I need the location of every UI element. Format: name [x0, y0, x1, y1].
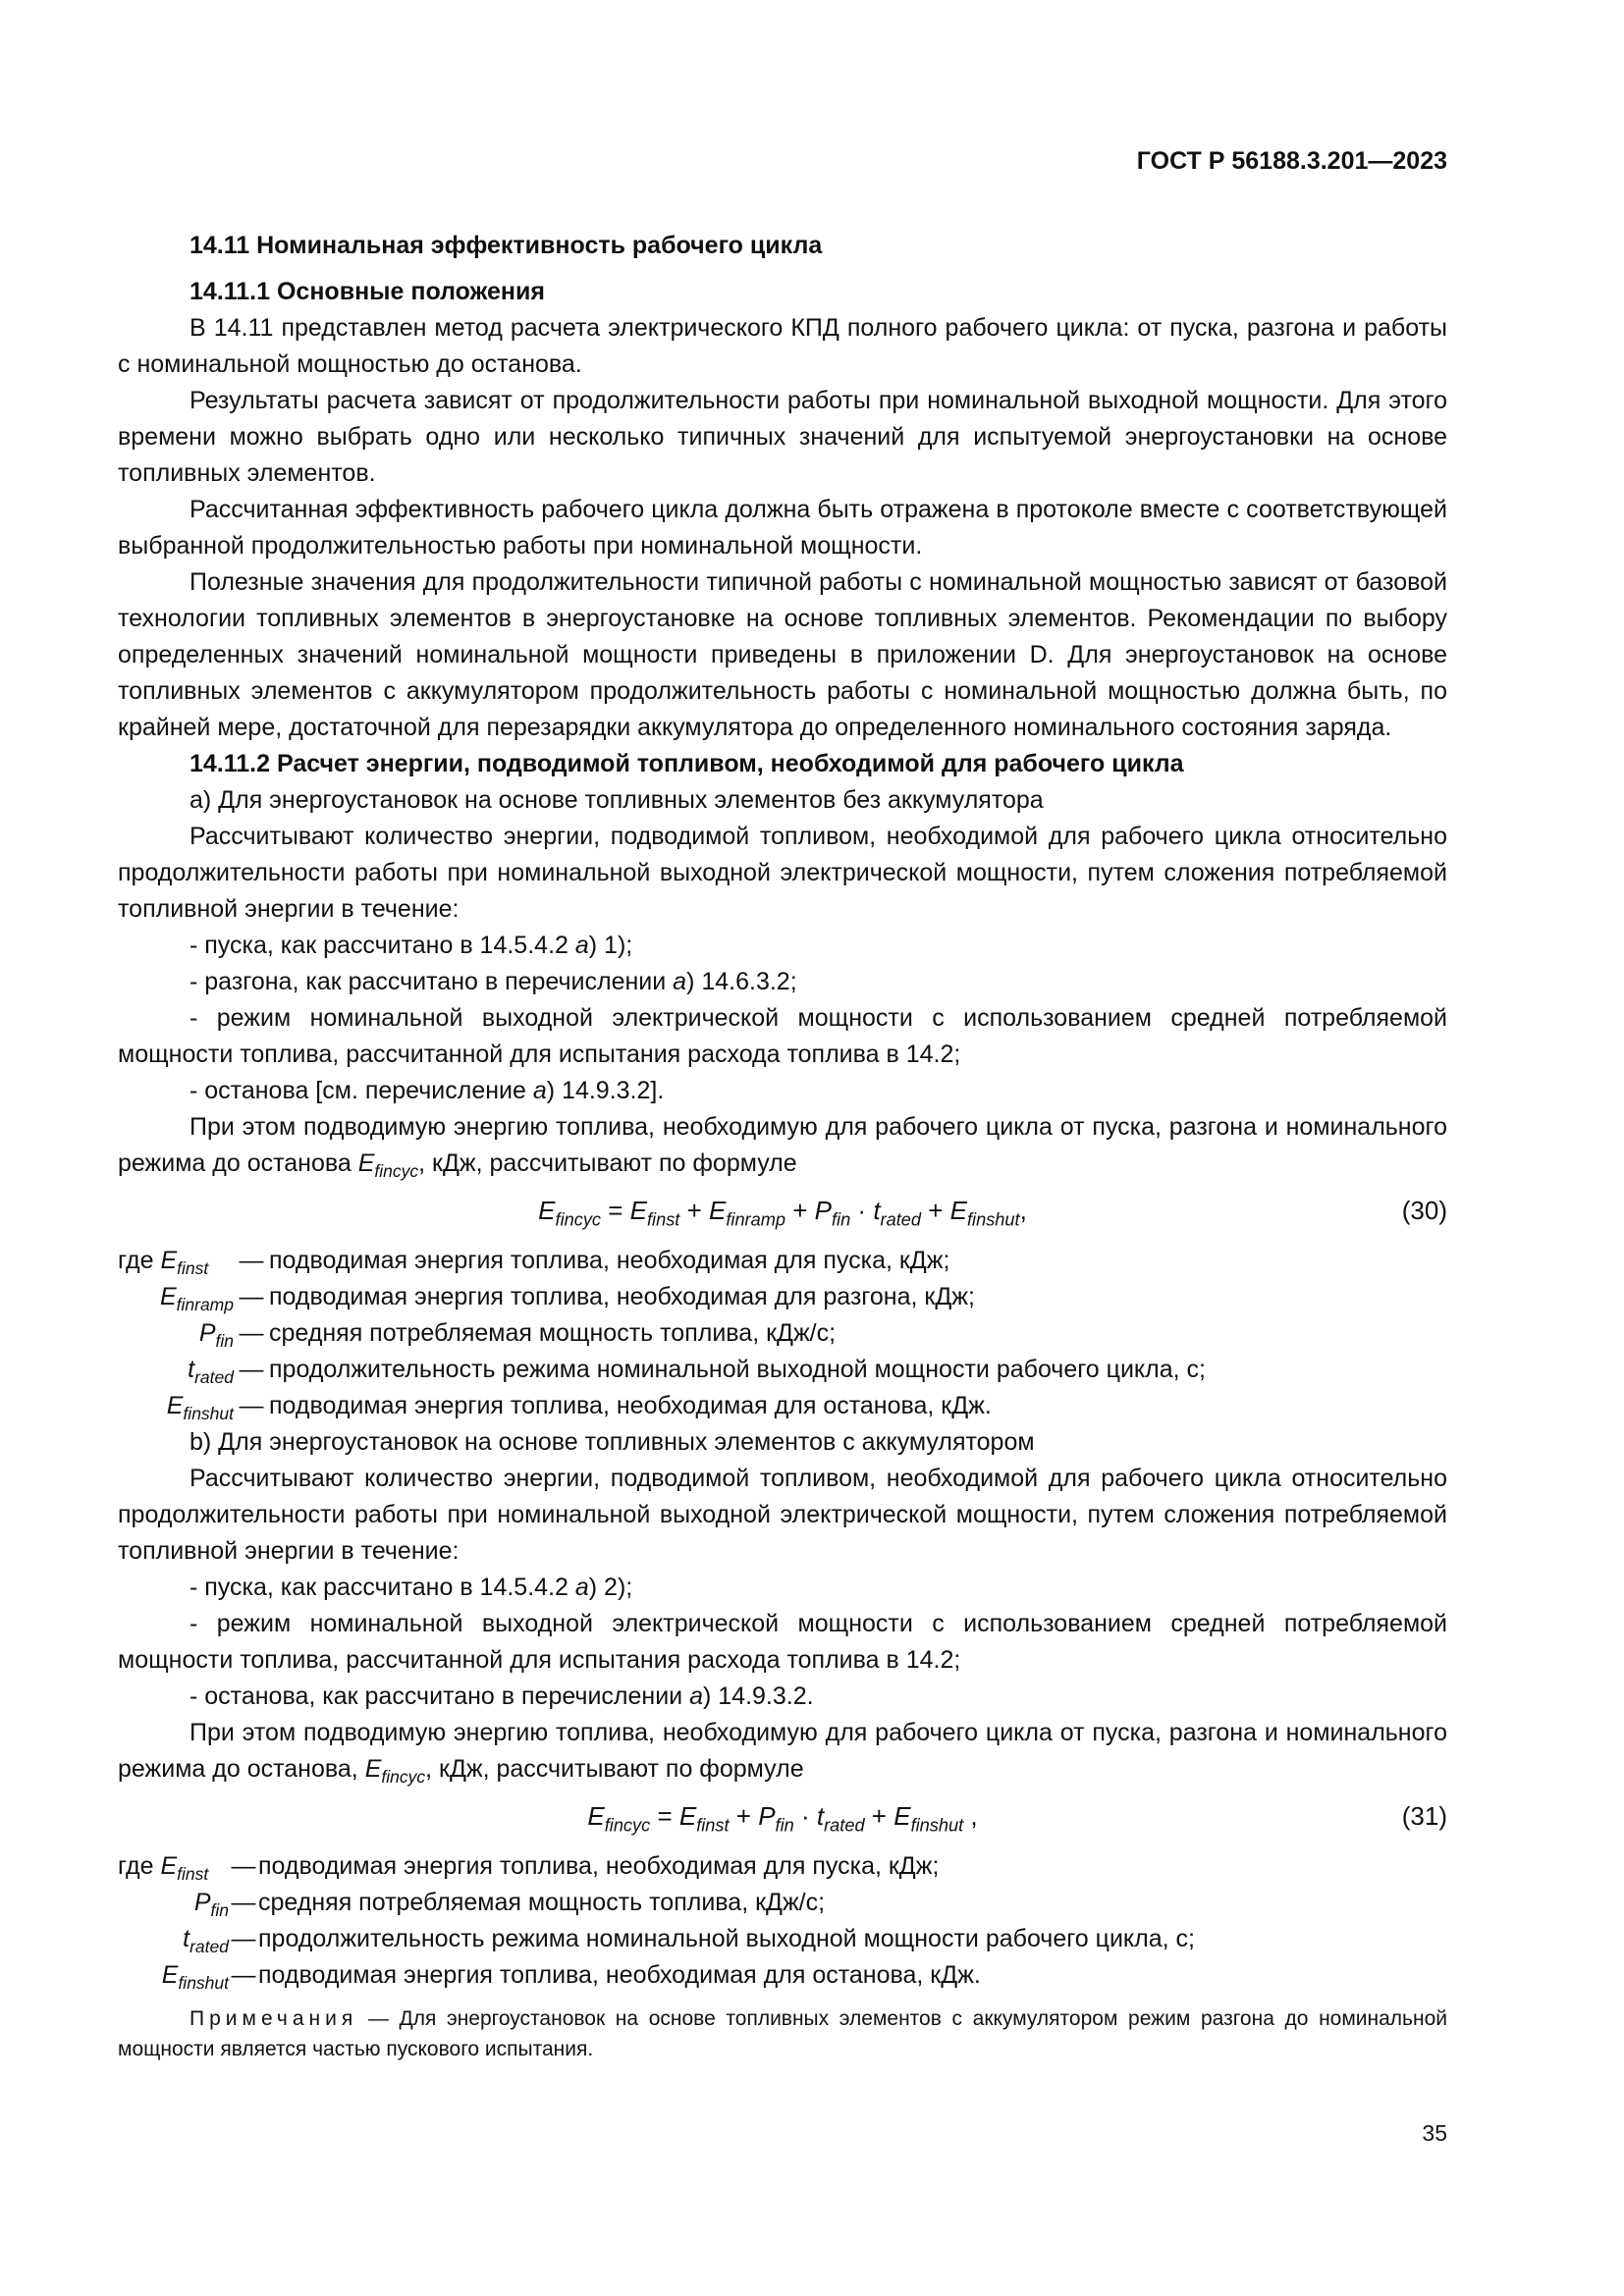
formula-expression: $E_{fincyc} = E_{finst} + E_{finramp} + P_{fin} \cdot t_{rated} + E_{finshut}$, [538, 1196, 1027, 1230]
paragraph: Результаты расчета зависят от продолжительности работы при номинальной выходной мощности. Для этого времени можно выбрать одно или несколько типичных значений для испытуемой энергоустановки на основе топливных элементов. [118, 387, 1447, 487]
formula-lead: При этом подводимую энергию топлива, необходимую для рабочего цикла от пуска, разгона и номинального режима до останова $E_{fincyc}$, кДж, рассчитывают по формуле [118, 1113, 1447, 1182]
where-row: $t_{rated}$ — продолжительность режима номинальной выходной мощности рабочего цикла, с; [183, 1925, 1195, 1957]
where-block-31 [118, 1848, 1447, 1994]
page-content [118, 224, 1447, 2064]
paragraph: Рассчитанная эффективность рабочего цикла должна быть отражена в протоколе вместе с соответствующей выбранной продолжительностью работы при номинальной мощности. [118, 496, 1447, 560]
subsection-title-1: 14.11.1 Основные положения [189, 278, 545, 305]
list-item: - останова, как рассчитано в перечислении а) 14.9.3.2. [189, 1682, 814, 1710]
section-title: 14.11 Номинальная эффективность рабочего цикла [189, 232, 823, 259]
note-label: Примечания [189, 2007, 358, 2030]
list-item: - останова [см. перечисление а) 14.9.3.2]. [189, 1077, 665, 1104]
where-row: $P_{fin}$ — средняя потребляемая мощность топлива, кДж/с; [193, 1889, 826, 1921]
where-row: $E_{finshut}$ — подводимая энергия топлива, необходимая для останова, кДж. [161, 1961, 981, 1994]
standard-designation: ГОСТ Р 56188.3.201—2023 [1136, 147, 1447, 175]
formula-expression: $E_{fincyc} = E_{finst} + P_{fin} \cdot t_{rated} + E_{finshut}$ , [587, 1801, 978, 1836]
formula-31 [118, 1793, 1447, 1841]
where-row: где $E_{finst}$ — подводимая энергия топлива, необходимая для пуска, кДж; [118, 1247, 950, 1279]
paragraph: Рассчитывают количество энергии, подводимой топливом, необходимой для рабочего цикла относительно продолжительности работы при номинальной выходной электрической мощности, путем сложения потребляемой топливной энергии в течение: [118, 1465, 1447, 1565]
formula-30 [118, 1188, 1447, 1235]
where-row: $P_{fin}$ — средняя потребляемая мощность топлива, кДж/с; [198, 1319, 837, 1352]
list-item: - пуска, как рассчитано в 14.5.4.2 а) 2); [189, 1574, 633, 1601]
list-item: - разгона, как рассчитано в перечислении а) 14.6.3.2; [189, 968, 797, 995]
list-label-b: b) Для энергоустановок на основе топливных элементов с аккумулятором [189, 1428, 1035, 1456]
note: Примечания — Для энергоустановок на основе топливных элементов с аккумулятором режим разгона до номинальной мощности является частью пускового испытания. [118, 2007, 1447, 2060]
formula-lead: При этом подводимую энергию топлива, необходимую для рабочего цикла от пуска, разгона и номинального режима до останова, $E_{fincyc}$, кДж, рассчитывают по формуле [118, 1719, 1447, 1788]
where-row: где $E_{finst}$ — подводимая энергия топлива, необходимая для пуска, кДж; [118, 1852, 940, 1885]
list-label-a: a) Для энергоустановок на основе топливных элементов без аккумулятора [189, 786, 1044, 814]
where-row: $t_{rated}$ — продолжительность режима номинальной выходной мощности рабочего цикла, с; [188, 1356, 1206, 1388]
paragraph: Полезные значения для продолжительности типичной работы с номинальной мощностью зависят от базовой технологии топливных элементов в энергоустановке на основе топливных элементов. Рекомендации по выбору определенных значений номинальной мощности приведены в приложении D. Для энергоустановок на основе топливных элементов с аккумулятором продолжительность работы с номинальной мощностью должна быть, по крайней мере, достаточной для перезарядки аккумулятора до определенного номинального состояния заряда. [118, 568, 1447, 741]
paragraph: Рассчитывают количество энергии, подводимой топливом, необходимой для рабочего цикла относительно продолжительности работы при номинальной выходной электрической мощности, путем сложения потребляемой топливной энергии в течение: [118, 823, 1447, 923]
where-row: $E_{finramp}$ — подводимая энергия топлива, необходимая для разгона, кДж; [159, 1283, 975, 1315]
formula-number: (30) [1401, 1196, 1447, 1225]
where-block-30 [118, 1243, 1447, 1424]
list-item: - режим номинальной выходной электрической мощности с использованием средней потребляемой мощности топлива, рассчитанной для испытания расхода топлива в 14.2; [118, 1610, 1447, 1674]
list-item: - пуска, как рассчитано в 14.5.4.2 а) 1); [189, 932, 633, 959]
formula-number: (31) [1401, 1801, 1447, 1831]
subsection-title-2: 14.11.2 Расчет энергии, подводимой топливом, необходимой для рабочего цикла [189, 750, 1184, 777]
page-number: 35 [1422, 2120, 1447, 2146]
where-row: $E_{finshut}$ — подводимая энергия топлива, необходимая для останова, кДж. [166, 1392, 992, 1424]
paragraph: В 14.11 представлен метод расчета электрического КПД полного рабочего цикла: от пуска, разгона и работы с номинальной мощностью до останова. [118, 314, 1447, 378]
list-item: - режим номинальной выходной электрической мощности с использованием средней потребляемой мощности топлива, рассчитанной для испытания расхода топлива в 14.2; [118, 1004, 1447, 1068]
